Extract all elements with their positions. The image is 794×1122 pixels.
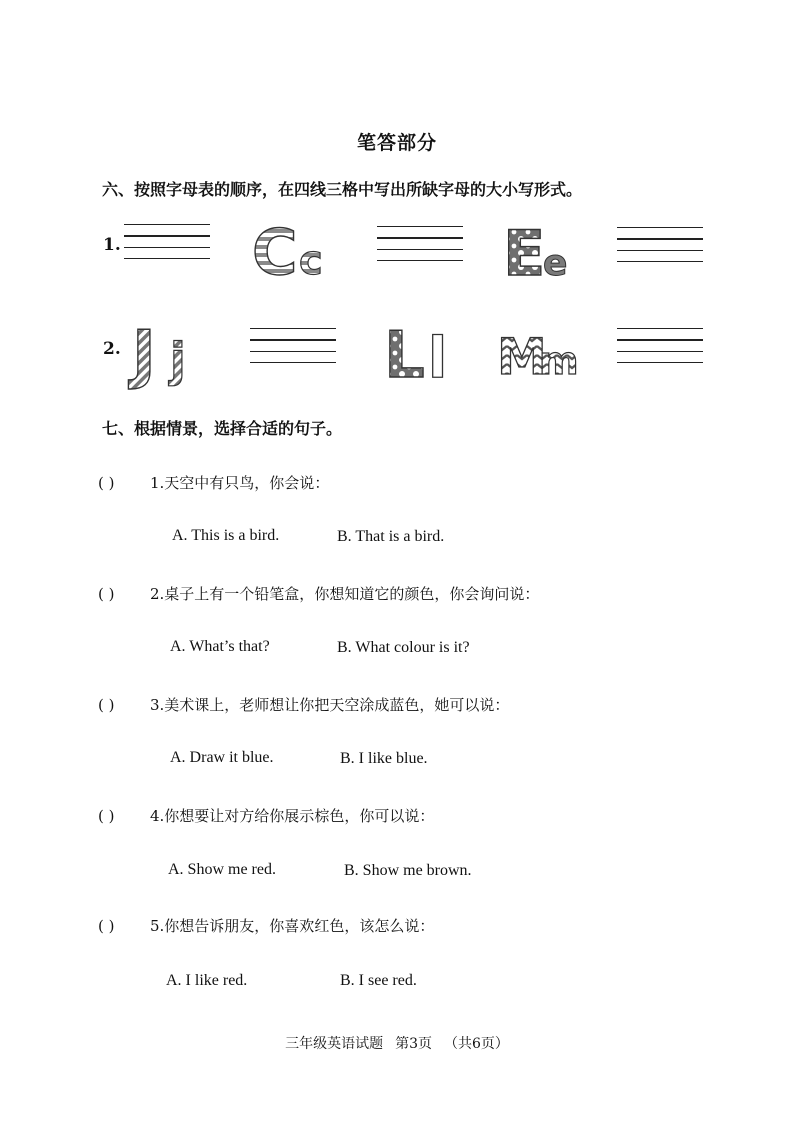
letter-ll-image	[384, 314, 454, 393]
question-3-prompt: 3.美术课上，老师想让你把天空涂成蓝色，她可以说：	[150, 696, 510, 714]
question-5-option-b: B. I see red.	[340, 972, 417, 989]
footer-total: （共6页）	[444, 1036, 509, 1052]
question-5-option-a: A. I like red.	[166, 972, 248, 989]
letter-l-upper: L	[384, 319, 425, 393]
question-3	[98, 694, 509, 715]
letter-e-lower: e	[543, 243, 568, 284]
answer-blank-4[interactable]: ( )	[98, 807, 115, 825]
writing-lines-2-2[interactable]	[617, 328, 703, 373]
question-5-prompt: 5.你想告诉朋友，你喜欢红色，该怎么说：	[150, 917, 435, 935]
question-3-option-a: A. Draw it blue.	[170, 749, 274, 766]
letter-m-upper: M	[497, 328, 547, 386]
question-2-option-a: A. What’s that?	[170, 638, 270, 655]
writing-lines-1-2[interactable]	[377, 226, 463, 271]
writing-lines-2-1[interactable]	[250, 328, 336, 373]
page-footer	[0, 1033, 794, 1053]
question-5	[98, 915, 434, 936]
letter-c-lower: c	[299, 238, 323, 284]
question-1-option-b: B. That is a bird.	[337, 528, 445, 545]
letter-l-lower: l	[428, 326, 448, 391]
letter-e-upper: E	[503, 217, 546, 290]
question-4-option-b: B. Show me brown.	[344, 862, 472, 879]
letter-jj-image	[128, 312, 198, 392]
answer-blank-1[interactable]: ( )	[98, 474, 115, 492]
letter-cc-image	[252, 216, 332, 289]
question-1-option-a: A. This is a bird.	[172, 527, 280, 544]
row-2-label: 2.	[103, 339, 121, 359]
writing-lines-1-1[interactable]	[124, 224, 210, 269]
footer-page: 第3页	[395, 1036, 432, 1052]
writing-lines-1-3[interactable]	[617, 227, 703, 272]
section-7-instruction: 七、根据情景，选择合适的句子。	[102, 419, 343, 438]
letter-c-upper: C	[252, 216, 298, 289]
answer-blank-2[interactable]: ( )	[98, 585, 115, 603]
row-1-label: 1.	[103, 235, 121, 255]
letter-ee-image	[503, 217, 583, 290]
question-2-prompt: 2.桌子上有一个铅笔盒，你想知道它的颜色，你会询问说：	[150, 585, 540, 603]
question-3-option-b: B. I like blue.	[340, 750, 428, 767]
letter-mm-image	[497, 326, 583, 386]
page-title: 笔答部分	[356, 132, 437, 154]
letter-j-lower: j	[170, 333, 186, 387]
letter-j-upper: J	[132, 318, 156, 392]
footer-grade: 三年级英语试题	[285, 1036, 384, 1052]
question-2-option-b: B. What colour is it?	[337, 639, 470, 656]
question-1-prompt: 1.天空中有只鸟，你会说：	[150, 474, 330, 492]
question-1	[98, 472, 329, 493]
letter-m-lower: m	[539, 339, 579, 383]
question-4-prompt: 4.你想要让对方给你展示棕色，你可以说：	[150, 807, 435, 825]
answer-blank-5[interactable]: ( )	[98, 917, 115, 935]
question-4	[98, 805, 434, 826]
answer-blank-3[interactable]: ( )	[98, 696, 115, 714]
question-4-option-a: A. Show me red.	[168, 861, 276, 878]
question-2	[98, 583, 539, 604]
section-6-instruction: 六、按照字母表的顺序，在四线三格中写出所缺字母的大小写形式。	[102, 180, 583, 199]
